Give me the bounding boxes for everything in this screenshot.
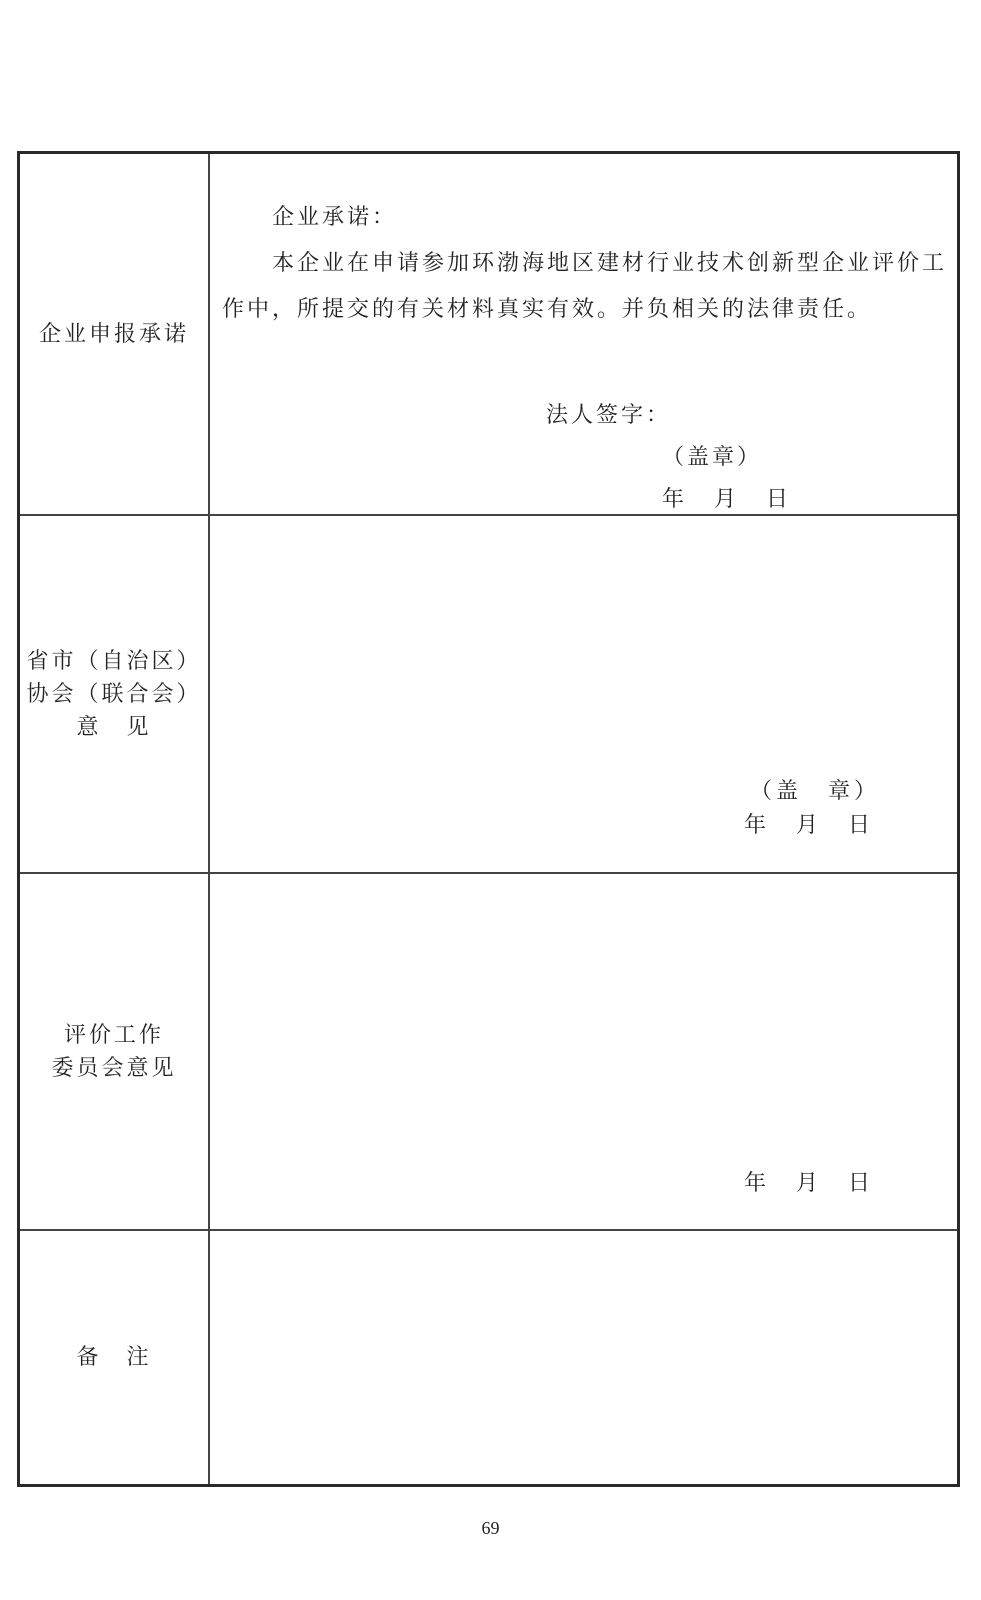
application-form-table: [17, 151, 960, 1487]
label-enterprise-commitment: [20, 154, 210, 514]
row-remarks: [20, 1231, 957, 1484]
label-remarks: [20, 1231, 210, 1484]
date-label: 年 月 日: [744, 1171, 875, 1196]
legal-representative-signature: 法人签字：: [546, 403, 672, 428]
label-line: 省市（自治区）: [26, 648, 202, 674]
label-provincial-association-opinion: [20, 516, 210, 872]
seal-label: （盖章）: [662, 445, 763, 470]
row-evaluation-committee-opinion: [20, 874, 957, 1231]
date-label: 年 月 日: [662, 487, 793, 512]
page-number: 69: [481, 1518, 500, 1538]
committee-opinion-content: [210, 874, 957, 1229]
label-evaluation-committee-opinion: [20, 874, 210, 1229]
date-label: 年 月 日: [744, 813, 875, 838]
remarks-content: [210, 1231, 957, 1484]
label-line: 协会（联合会）: [26, 681, 202, 707]
commitment-body-line-2: 作中，所提交的有关材料真实有效。并负相关的法律责任。: [222, 297, 873, 322]
label-line: 企业申报承诺: [38, 321, 189, 347]
row-provincial-association-opinion: [20, 516, 957, 874]
commitment-heading: 企业承诺：: [272, 205, 398, 230]
row-enterprise-commitment: [20, 154, 957, 516]
seal-label: （盖 章）: [750, 779, 881, 804]
label-line: 委员会意见: [51, 1055, 177, 1081]
commitment-content: [210, 154, 957, 514]
commitment-body-line-1: 本企业在申请参加环渤海地区建材行业技术创新型企业评价工: [272, 251, 948, 276]
label-line: 意 见: [76, 714, 152, 740]
provincial-opinion-content: [210, 516, 957, 872]
label-line: 评价工作: [63, 1022, 164, 1048]
label-line: 备 注: [76, 1345, 152, 1370]
